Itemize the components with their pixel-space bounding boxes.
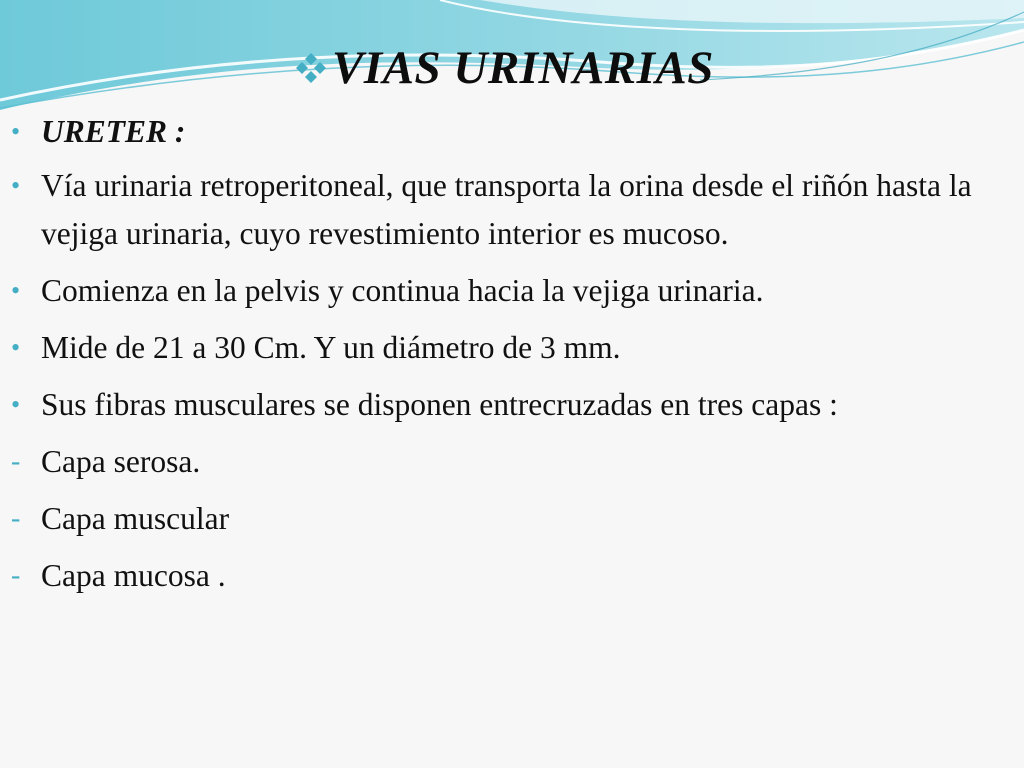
- dash-marker: -: [11, 560, 21, 591]
- dash-marker: -: [11, 446, 21, 477]
- bullet-marker: •: [11, 276, 21, 305]
- bullet-marker: •: [11, 390, 21, 419]
- bullet-marker: •: [11, 117, 21, 146]
- dash-marker: -: [11, 503, 21, 534]
- list-item-text: Capa serosa.: [41, 444, 201, 479]
- list-item: [0, 381, 1024, 429]
- list-item: [0, 108, 1024, 156]
- list-item: [0, 438, 1024, 486]
- slide-title: VIAS URINARIAS: [332, 42, 714, 94]
- list-item: [0, 495, 1024, 543]
- list-item: [0, 162, 1024, 258]
- list-item-text: Comienza en la pelvis y continua hacia la vejiga urinaria.: [41, 273, 764, 308]
- slide-title-row: [292, 38, 714, 98]
- list-item-text: Vía urinaria retroperitoneal, que transporta la orina desde el riñón hasta la vejiga urinaria, cuyo revestimiento interior es mucoso.: [41, 168, 972, 251]
- list-item: [0, 267, 1024, 315]
- list-item-text: Mide de 21 a 30 Cm. Y un diámetro de 3 mm.: [41, 330, 621, 365]
- list-item-text: Capa muscular: [41, 501, 230, 536]
- list-item-text: Capa mucosa .: [41, 558, 226, 593]
- list-item-text: Sus fibras musculares se disponen entrecruzadas en tres capas :: [41, 387, 838, 422]
- bullet-list: [0, 108, 1024, 609]
- diamond-cluster-icon: [292, 49, 330, 87]
- list-item: [0, 552, 1024, 600]
- list-item-text: URETER :: [41, 114, 186, 149]
- bullet-marker: •: [11, 171, 21, 200]
- list-item: [0, 324, 1024, 372]
- bullet-marker: •: [11, 333, 21, 362]
